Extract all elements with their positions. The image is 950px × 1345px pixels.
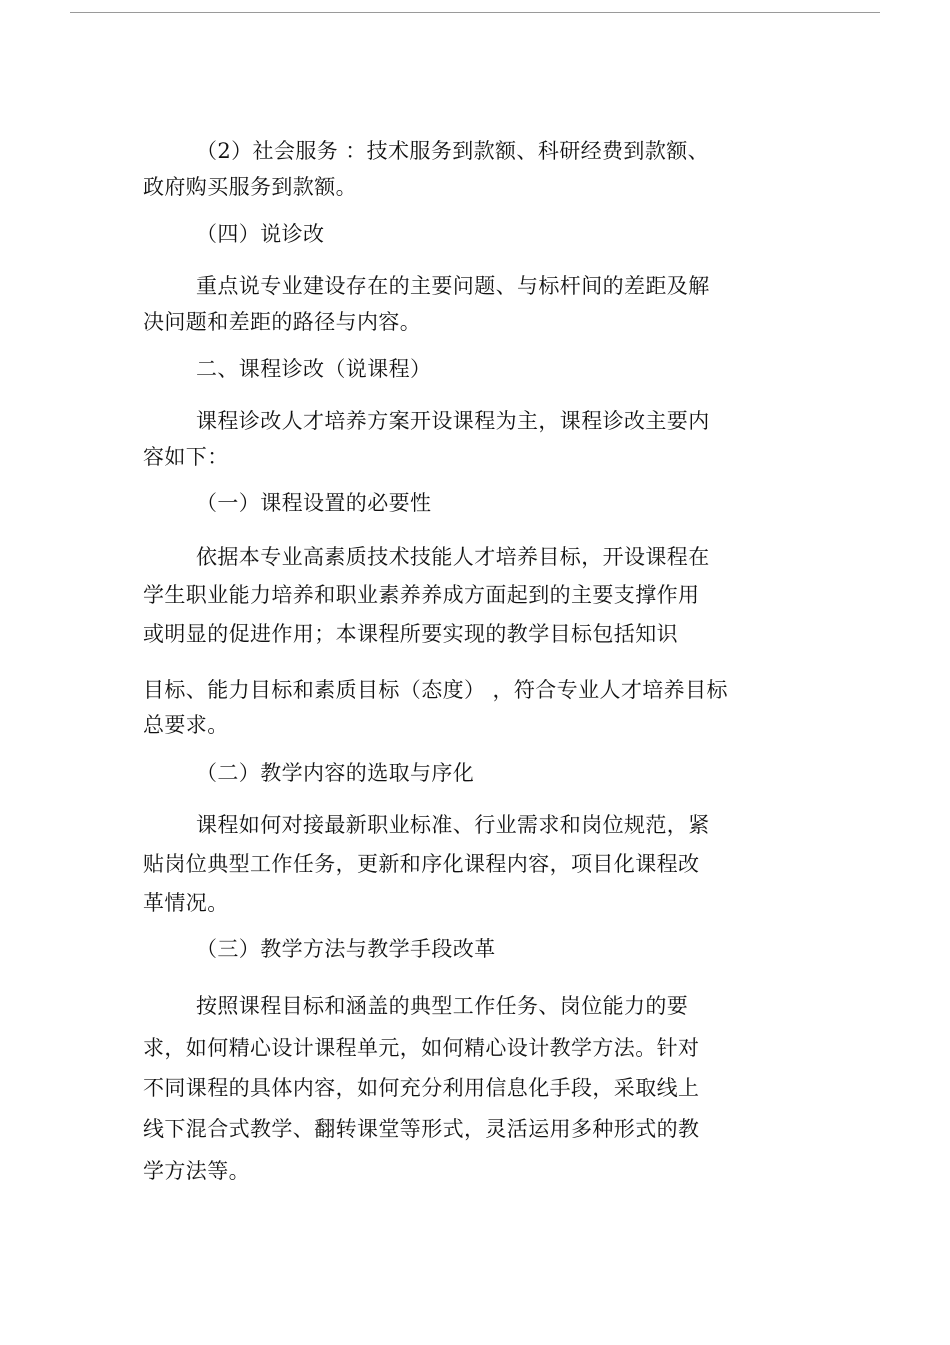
text-line: 课程诊改人才培养方案开设课程为主，课程诊改主要内 <box>196 409 710 433</box>
text-line: 决问题和差距的路径与内容。 <box>143 310 422 334</box>
text-line: 或明显的促进作用；本课程所要实现的教学目标包括知识 <box>143 622 678 646</box>
section-heading: （一）课程设置的必要性 <box>196 491 432 515</box>
text-line: （2）社会服务 ：技术服务到款额、科研经费到款额、 <box>196 139 710 163</box>
text-line: 革情况。 <box>143 891 229 915</box>
text-line: 线下混合式教学、翻转课堂等形式，灵活运用多种形式的教 <box>143 1117 700 1141</box>
section-heading: 二、课程诊改（说课程） <box>196 357 432 381</box>
text-line: 容如下： <box>143 445 229 469</box>
section-heading: （三）教学方法与教学手段改革 <box>196 937 496 961</box>
text-line: 学方法等。 <box>143 1159 250 1183</box>
section-heading: （四）说诊改 <box>196 222 325 246</box>
text-line: 课程如何对接最新职业标准、行业需求和岗位规范，紧 <box>196 813 710 837</box>
text-line: 依据本专业高素质技术技能人才培养目标，开设课程在 <box>196 545 710 569</box>
text-line: 不同课程的具体内容，如何充分利用信息化手段，采取线上 <box>143 1076 700 1100</box>
text-line: 求，如何精心设计课程单元，如何精心设计教学方法。针对 <box>143 1036 700 1060</box>
text-line: 按照课程目标和涵盖的典型工作任务、岗位能力的要 <box>196 994 689 1018</box>
text-line: 政府购买服务到款额。 <box>143 175 357 199</box>
text-line: 重点说专业建设存在的主要问题、与标杆间的差距及解 <box>196 274 710 298</box>
section-heading: （二）教学内容的选取与序化 <box>196 761 475 785</box>
text-line: 贴岗位典型工作任务，更新和序化课程内容，项目化课程改 <box>143 852 700 876</box>
text-line: 总要求。 <box>143 713 229 737</box>
text-line: 目标、能力目标和素质目标（态度） ，符合专业人才培养目标 <box>143 678 728 702</box>
header-rule <box>70 12 880 13</box>
text-line: 学生职业能力培养和职业素养养成方面起到的主要支撑作用 <box>143 583 700 607</box>
